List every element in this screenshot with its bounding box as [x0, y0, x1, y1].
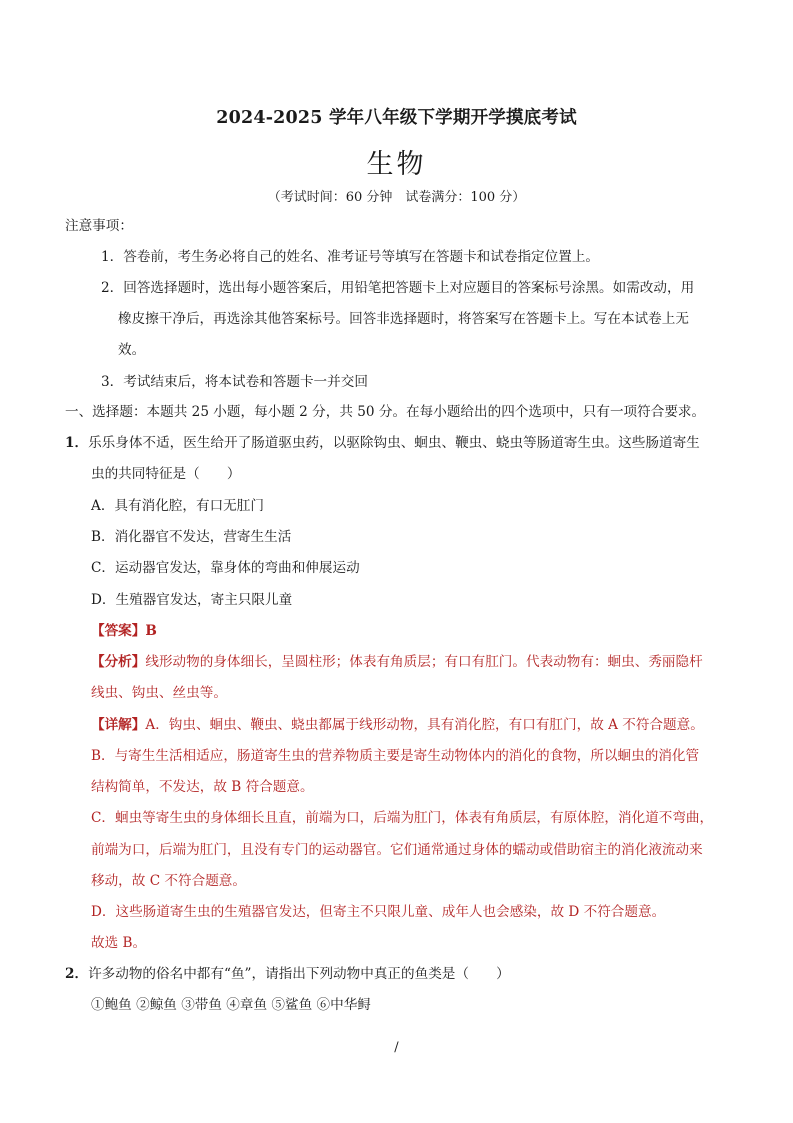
q1-conclusion: 故选 B。	[91, 935, 147, 951]
answer-tag: 【答案】	[91, 623, 146, 639]
q1-detail-c-line-3: 移动，故 C 不符合题意。	[91, 873, 246, 889]
q2-number: 2．	[65, 966, 89, 982]
q1-option-c: C．运动器官发达，靠身体的弯曲和伸展运动	[91, 560, 360, 576]
note-3: 3．考试结束后，将本试卷和答题卡一并交回	[101, 374, 368, 390]
section-1-heading: 一、选择题：本题共 25 小题，每小题 2 分，共 50 分。在每小题给出的四个选项中，只有一项符合要求。	[65, 404, 706, 420]
q1-analysis-line-1	[91, 652, 703, 672]
note-2-line-2: 橡皮擦干净后，再选涂其他答案标号。回答非选择题时，将答案写在答题卡上。写在本试卷上无	[118, 311, 689, 327]
note-1: 1．答卷前，考生务必将自己的姓名、准考证号等填写在答题卡和试卷指定位置上。	[101, 249, 600, 265]
analysis-text-1: 线形动物的身体细长，呈圆柱形；体表有角质层；有口有肛门。代表动物有：蛔虫、秀丽隐杆	[145, 654, 703, 670]
q1-stem-line-2: 虫的共同特征是（ ）	[91, 466, 241, 482]
q1-detail-c-line-2: 前端为口，后端为肛门，且没有专门的运动器官。它们通常通过身体的蠕动或借助宿主的消化液流动来	[91, 842, 703, 858]
note-2-line-1: 2．回答选择题时，选出每小题答案后，用铅笔把答题卡上对应题目的答案标号涂黑。如需改动，用	[101, 280, 695, 296]
q1-detail-b-line-2: 结构简单，不发达，故 B 符合题意。	[91, 779, 314, 795]
q1-option-b: B．消化器官不发达，营寄生生活	[91, 529, 292, 545]
q1-stem-text-1: 乐乐身体不适，医生给开了肠道驱虫药，以驱除钩虫、蛔虫、鞭虫、蛲虫等肠道寄生虫。这些肠道寄生	[88, 435, 700, 451]
q2-stem-text: 许多动物的俗名中都有“鱼”，请指出下列动物中真正的鱼类是（ ）	[88, 966, 510, 982]
detail-tag: 【详解】	[91, 717, 146, 733]
q1-detail-d: D．这些肠道寄生虫的生殖器官发达，但寄主不只限儿童、成年人也会感染，故 D 不符合题意。	[91, 904, 666, 920]
notes-heading: 注意事项：	[65, 218, 133, 234]
q1-detail-a	[91, 715, 704, 735]
q1-number: 1．	[65, 435, 89, 451]
exam-title: 2024-2025 学年八年级下学期开学摸底考试	[216, 108, 577, 128]
answer-value: B	[145, 623, 157, 639]
q1-answer	[91, 621, 157, 641]
exam-meta: （考试时间：60 分钟 试卷满分：100 分）	[267, 190, 526, 205]
q1-detail-c-line-1: C．蛔虫等寄生虫的身体细长且直，前端为口，后端为肛门，体表有角质层，有原体腔，消化道不弯曲，	[91, 810, 714, 826]
q1-stem-line-1	[65, 433, 700, 453]
q1-detail-b-line-1: B．与寄生生活相适应，肠道寄生虫的营养物质主要是寄生动物体内的消化的食物，所以蛔虫的消化管	[91, 748, 700, 764]
detail-a-text: A．钩虫、蛔虫、鞭虫、蛲虫都属于线形动物，具有消化腔，有口有肛门，故 A 不符合题意。	[145, 717, 704, 733]
q2-stem	[65, 964, 510, 984]
q1-option-a: A．具有消化腔，有口无肛门	[91, 498, 264, 514]
q1-option-d: D．生殖器官发达，寄主只限儿童	[91, 592, 293, 608]
note-2-line-3: 效。	[118, 342, 146, 358]
analysis-tag: 【分析】	[91, 654, 146, 670]
q1-analysis-line-2: 线虫、钩虫、丝虫等。	[91, 685, 227, 701]
page-footer-mark: /	[394, 1040, 399, 1055]
q2-items: ①鲍鱼 ②鲸鱼 ③带鱼 ④章鱼 ⑤鲨鱼 ⑥中华鲟	[91, 997, 371, 1013]
exam-subject: 生物	[366, 149, 427, 180]
